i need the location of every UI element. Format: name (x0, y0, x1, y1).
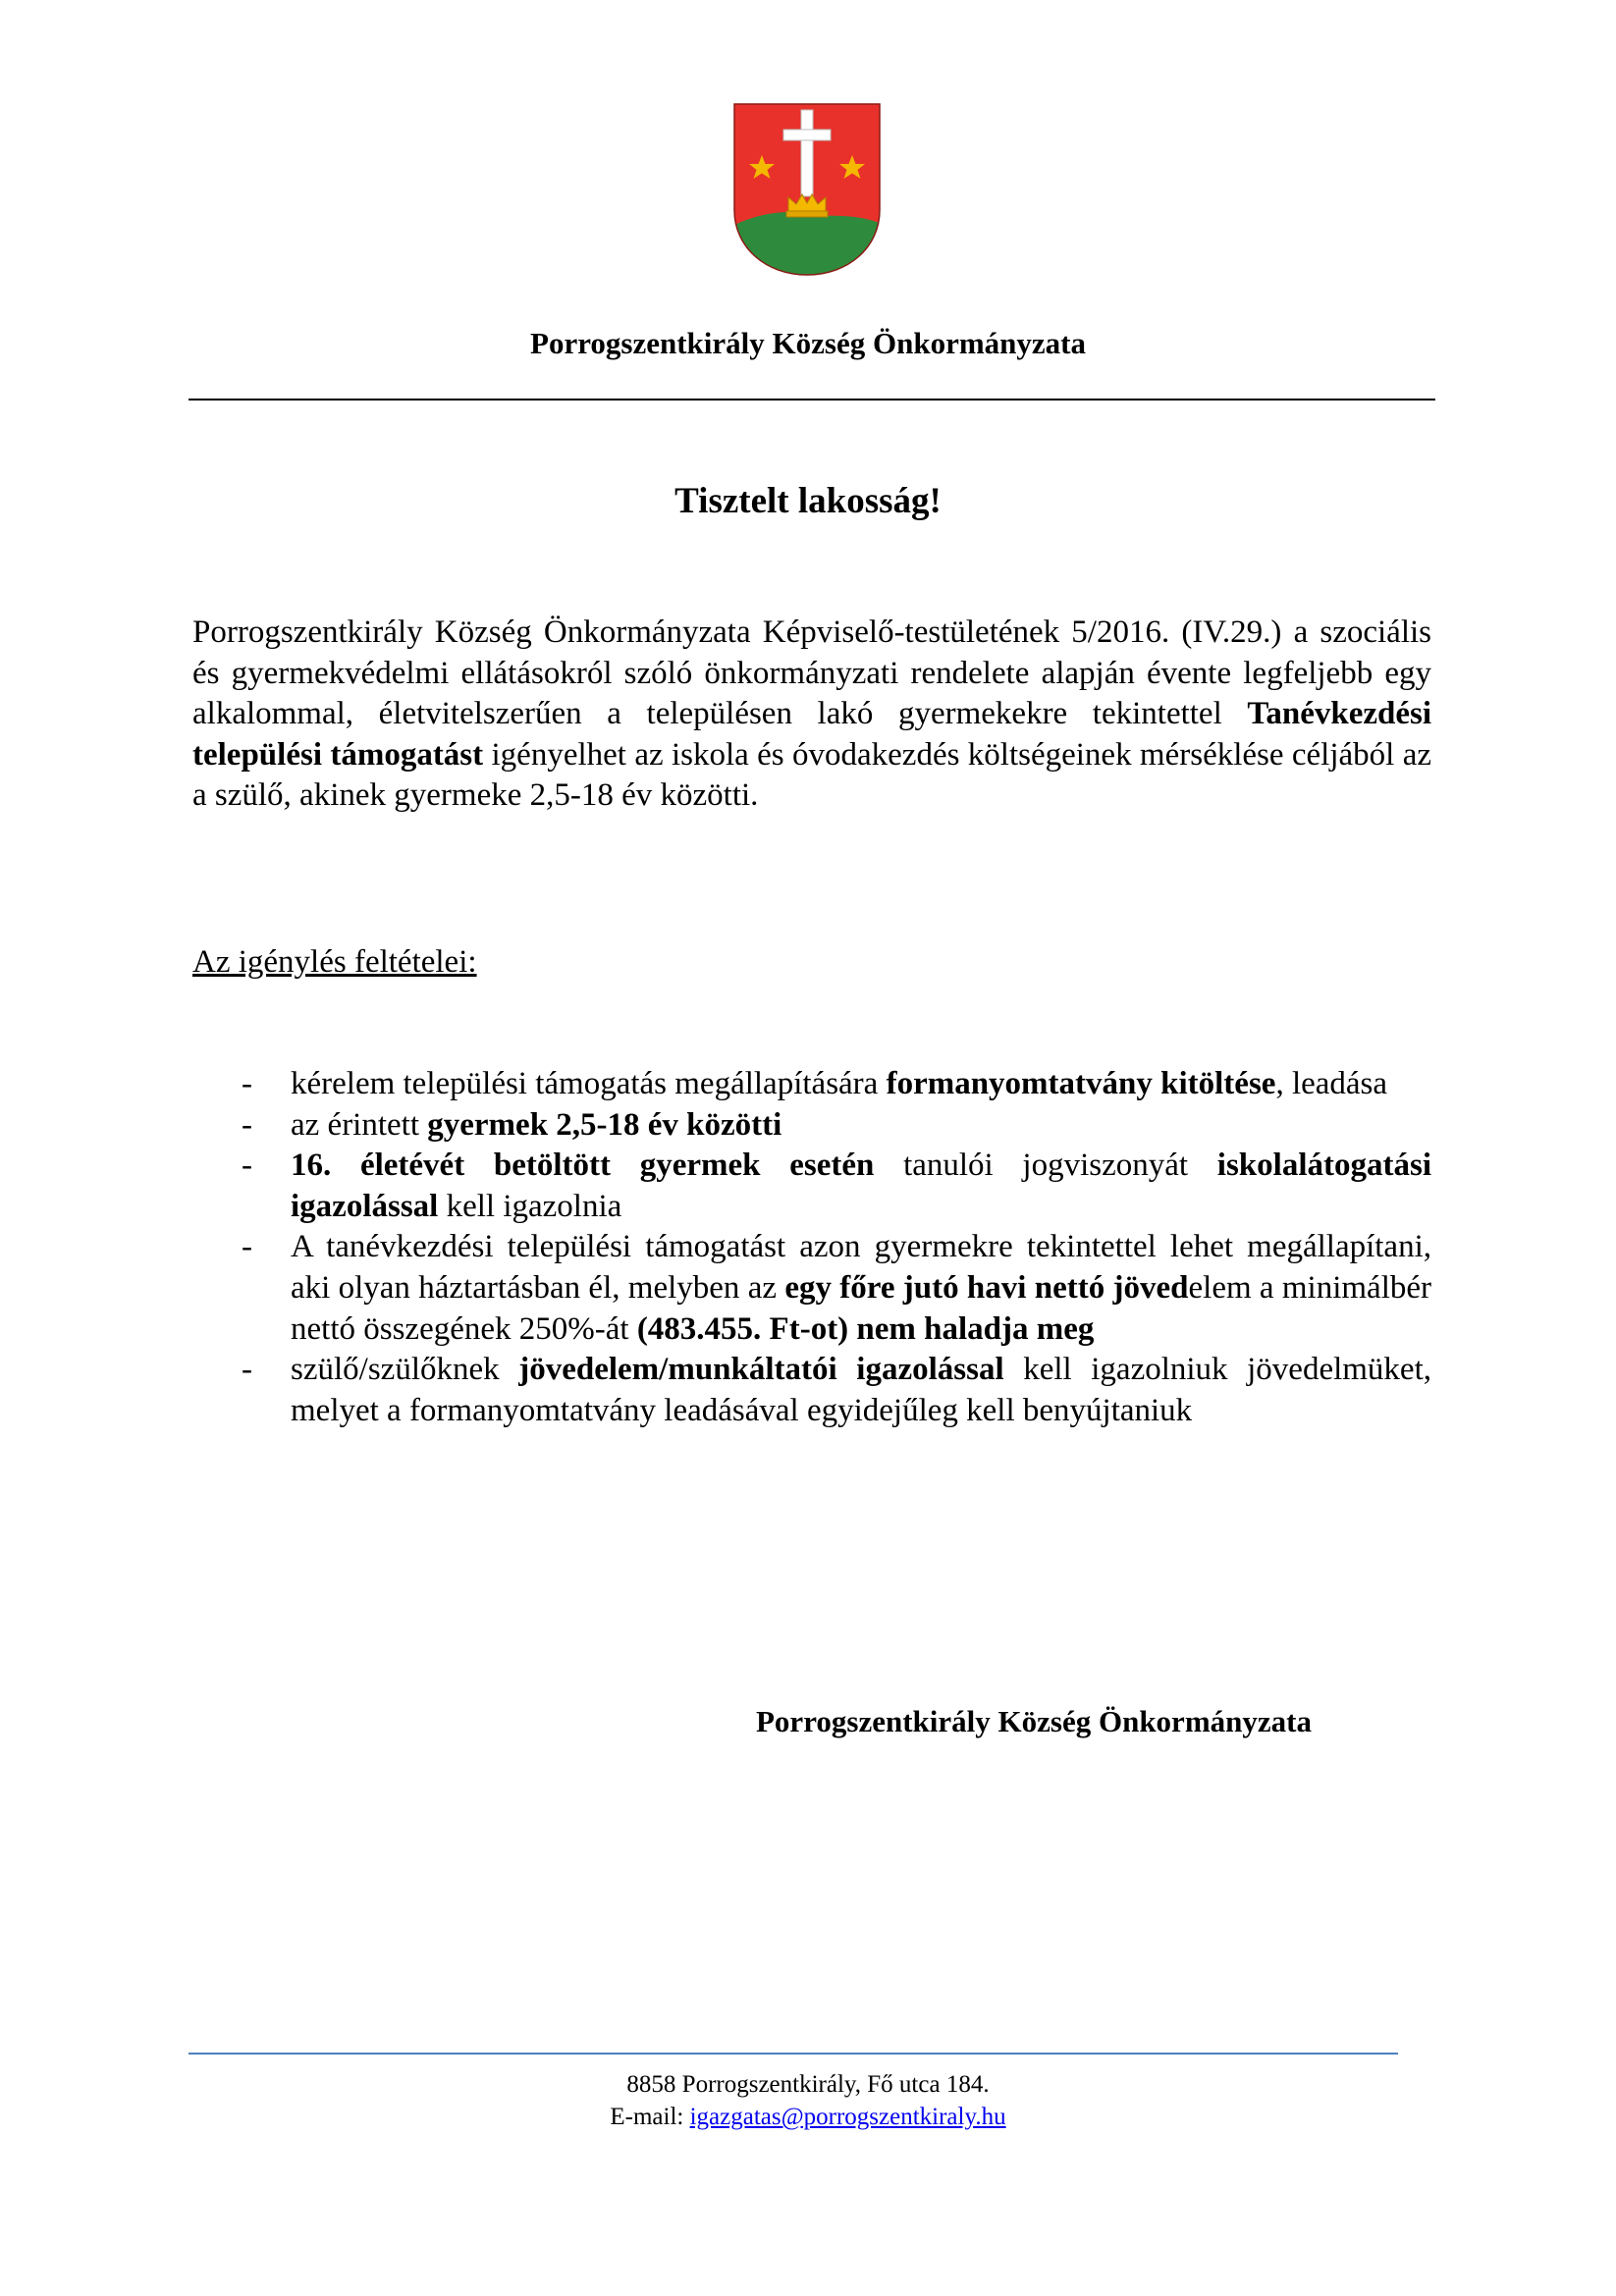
email-link[interactable]: igazgatas@porrogszentkiraly.hu (689, 2104, 1006, 2130)
conditions-heading: Az igénylés feltételei: (192, 944, 477, 980)
list-dash: - (242, 1106, 252, 1143)
intro-bold-phrase: Tanévkezdési települési támogatást (192, 696, 1431, 773)
list-dash: - (242, 1066, 252, 1101)
footer-address: 8858 Porrogszentkirály, Fő utca 184. (626, 2071, 990, 2098)
email-label: E-mail: (610, 2104, 690, 2130)
greeting-heading: Tisztelt lakosság! (674, 481, 942, 521)
list-dash: - (242, 1352, 252, 1388)
list-item: - A tanévkezdési települési támogatást azon gyermekre tekintettel lehet megállapítani, aki olyan háztartásban él, melyben az egy főre jutó havi nettó jövedelem a minimálbér nettó összegének 250%-át (483.455. Ft-ot) nem haladja meg (242, 1229, 1432, 1347)
signature-block: Porrogszentkirály Község Önkormányzata (756, 1704, 1312, 1738)
list-item: - kérelem települési támogatás megállapítására formanyomtatvány kitöltése, leadása (192, 1064, 1431, 1105)
header-divider (189, 399, 1435, 400)
list-item: - az érintett gyermek 2,5-18 év közötti (192, 1105, 1431, 1147)
list-item: - szülő/szülőknek jövedelem/munkáltatói igazolással kell igazolniuk jövedelmüket, melyet a formanyomtatvány leadásával egyidejűleg kell benyújtaniuk (242, 1352, 1431, 1428)
list-dash: - (242, 1148, 252, 1184)
header-title: Porrogszentkirály Község Önkormányzata (530, 326, 1086, 360)
footer-divider (189, 2053, 1398, 2055)
list-dash: - (242, 1229, 252, 1265)
intro-paragraph: Porrogszentkirály Község Önkormányzata Képviselő-testületének 5/2016. (IV.29.) a szociális és gyermekvédelmi ellátásokról szóló önkormányzati rendelete alapján évente legfeljebb egy alkalommal, életvitelszerűen a településen lakó gyermekekre tekintettel Tanévkezdési települési támogatást igényelhet az iskola és óvodakezdés költségeinek mérséklése céljából az a szülő, akinek gyermeke 2,5-18 év közötti. (192, 614, 1431, 813)
coat-of-arms-icon (732, 102, 882, 277)
list-item: - 16. életévét betöltött gyermek esetén tanulói jogviszonyát iskolalátogatási igazolással kell igazolnia (242, 1148, 1431, 1224)
conditions-list (192, 1064, 1431, 1431)
footer-email-line (0, 2102, 1616, 2133)
